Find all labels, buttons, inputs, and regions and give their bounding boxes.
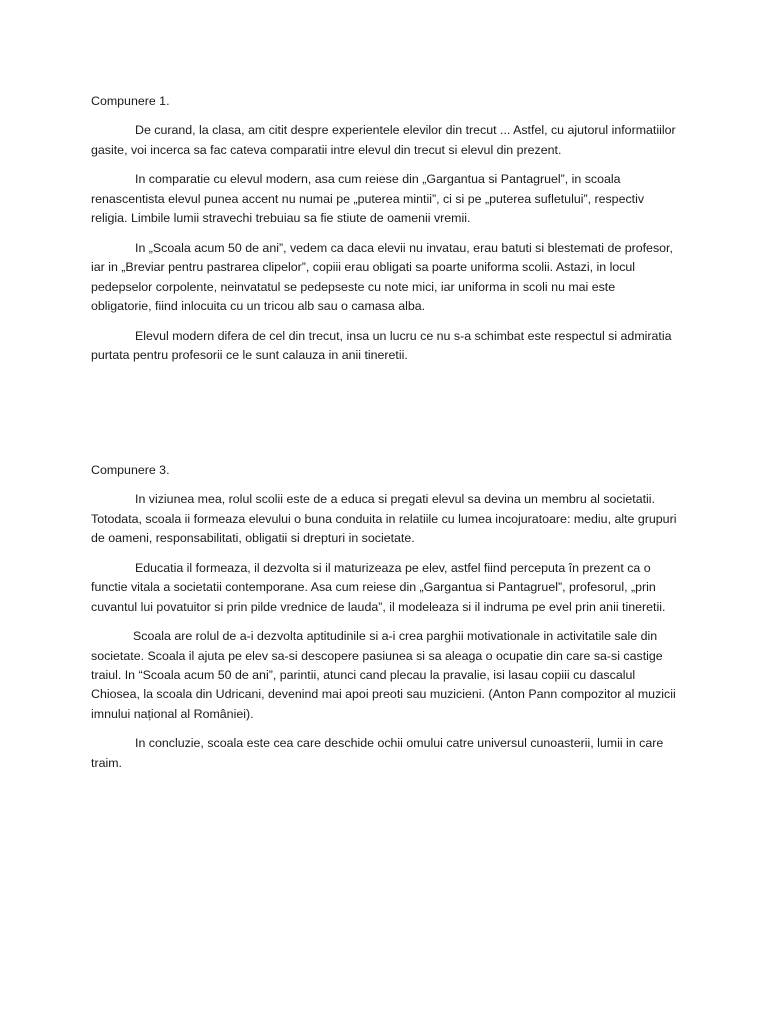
section-heading: Compunere 1.: [91, 94, 170, 108]
paragraph: In viziunea mea, rolul scolii este de a educa si pregati elevul sa devina un membru al societatii. Totodata, scoala ii formeaza elevului o buna conduita in relatiile cu lumea incojuratoare: mediu, alte grupuri de oameni, responsabilitati, obligatii si drepturi in societate.: [91, 492, 677, 546]
paragraph: In „Scoala acum 50 de ani”, vedem ca daca elevii nu invatau, erau batuti si blestemati de profesor, iar in „Breviar pentru pastrarea clipelor”, copiii erau obligati sa poarte uniforma scolii. Astazi, in locul pedepselor corpolente, neinvatatul se pedepseste cu note mici, iar uniforma in scoli nu mai este obligatorie, fiind inlocuita cu un tricou alb sau o camasa alba.: [91, 240, 673, 314]
paragraph: Educatia il formeaza, il dezvolta si il maturizeaza pe elev, astfel fiind perceputa în prezent ca o functie vitala a societatii contemporane. Asa cum reiese din „Gargantua si Pantagruel”, profesorul, „prin cuvantul lui povatuitor si prin pilde vrednice de lauda”, il modeleaza si il indruma pe evel prin anii tineretii.: [91, 560, 666, 614]
paragraph: De curand, la clasa, am citit despre experientele elevilor din trecut ... Astfel, cu ajutorul informatiilor gasite, voi incerca sa fac cateva comparatii intre elevul din trecut si elevul din prezent.: [91, 123, 676, 157]
section-compunere-3: [91, 461, 677, 783]
paragraph: Scoala are rolul de a-i dezvolta aptitudinile si a-i crea parghii motivationale in activitatile sale din societate. Scoala il ajuta pe elev sa-si descopere pasiunea si sa aleaga o ocupatie din care sa-si castige traiul. In “Scoala acum 50 de ani”, parintii, atunci cand plecau la pravalie, isi lasau copiii cu dascalul Chiosea, la scoala din Udricani, devenind mai apoi preoti sau muzicieni. (Anton Pann compozitor al muzicii imnului național al României).: [91, 629, 676, 721]
section-compunere-1: [91, 92, 677, 376]
paragraph: In comparatie cu elevul modern, asa cum reiese din „Gargantua si Pantagruel”, in scoala renascentista elevul punea accent nu numai pe „puterea mintii”, ci si pe „puterea sufletului”, respectiv religia. Limbile lumii stravechi trebuiau sa fie stiute de oamenii vremii.: [91, 172, 645, 226]
paragraph: Elevul modern difera de cel din trecut, insa un lucru ce nu s-a schimbat este respectul si admiratia purtata pentru profesorii ce le sunt calauza in anii tineretii.: [91, 328, 672, 363]
section-heading: Compunere 3.: [91, 463, 170, 477]
paragraph: In concluzie, scoala este cea care deschide ochii omului catre universul cunoasterii, lumii in care traim.: [91, 736, 664, 770]
